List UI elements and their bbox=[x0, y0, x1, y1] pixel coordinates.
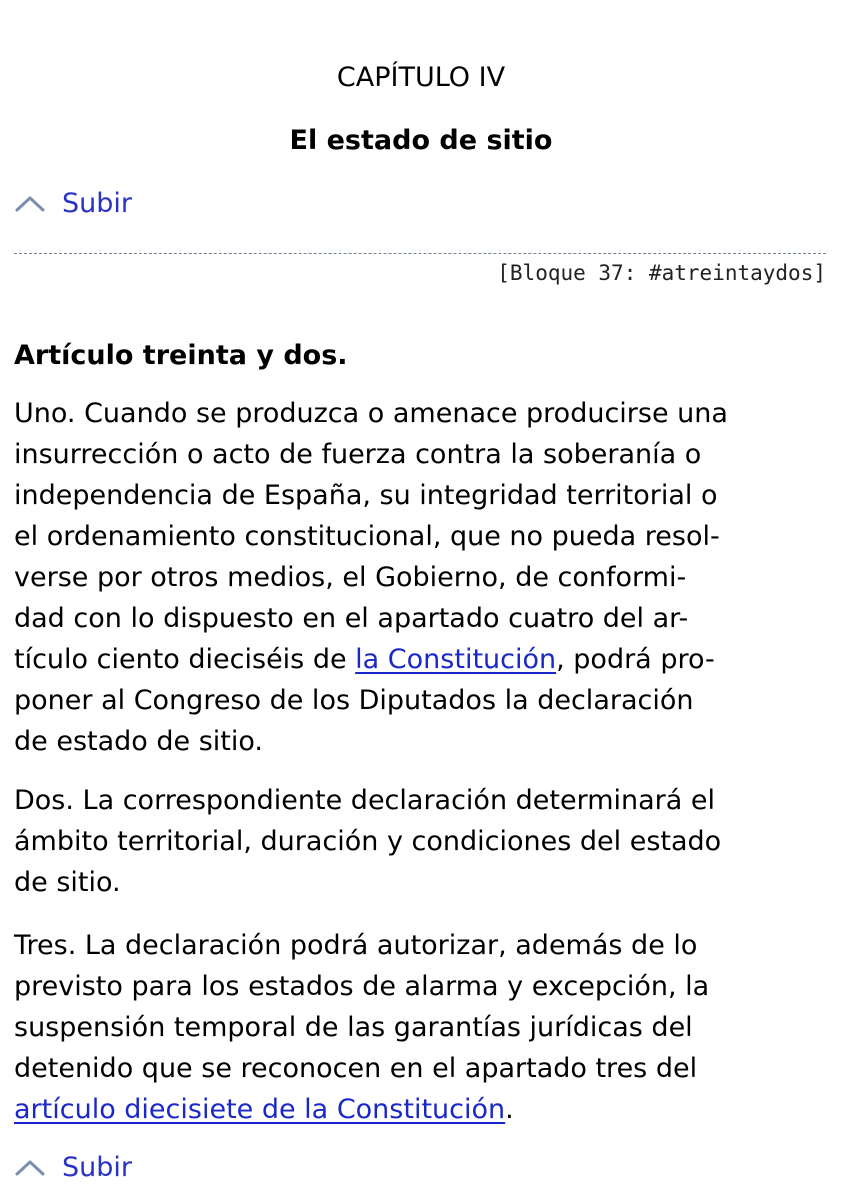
chevron-up-icon bbox=[14, 192, 46, 216]
paragraph-line bbox=[14, 1089, 826, 1130]
constitution-link[interactable]: la Constitución bbox=[355, 644, 557, 675]
chapter-title: CAPÍTULO IV bbox=[336, 62, 506, 93]
paragraph-line bbox=[14, 639, 826, 680]
article-paragraph-uno bbox=[14, 393, 826, 762]
paragraph-line: Dos. La correspondiente declaración determinará el bbox=[14, 785, 716, 816]
paragraph-line: verse por otros medios, el Gobierno, de conformi- bbox=[14, 562, 687, 593]
paragraph-line: Tres. La declaración podrá autorizar, además de lo bbox=[14, 930, 698, 961]
paragraph-line: insurrección o acto de fuerza contra la soberanía o bbox=[14, 439, 702, 470]
paragraph-line: previsto para los estados de alarma y excepción, la bbox=[14, 971, 710, 1002]
section-title: El estado de sitio bbox=[289, 125, 553, 156]
paragraph-line: independencia de España, su integridad territorial o bbox=[14, 480, 718, 511]
paragraph-line: ámbito territorial, duración y condiciones del estado bbox=[14, 826, 722, 857]
chevron-up-icon bbox=[14, 1156, 46, 1180]
paragraph-text: . bbox=[505, 1094, 514, 1125]
go-up-label: Subir bbox=[62, 1152, 132, 1183]
block-reference: [Bloque 37: #atreintaydos] bbox=[497, 261, 826, 285]
paragraph-line: dad con lo dispuesto en el apartado cuatro del ar- bbox=[14, 603, 689, 634]
article-paragraph-tres bbox=[14, 925, 826, 1130]
paragraph-line: Uno. Cuando se produzca o amenace producirse una bbox=[14, 398, 728, 429]
paragraph-text: , podrá pro- bbox=[556, 644, 715, 675]
paragraph-line: detenido que se reconocen en el apartado tres del bbox=[14, 1053, 698, 1084]
article-paragraph-dos bbox=[14, 780, 826, 903]
paragraph-text: tículo ciento dieciséis de bbox=[14, 644, 356, 675]
paragraph-line: el ordenamiento constitucional, que no pueda resol- bbox=[14, 521, 720, 552]
article-17-constitution-link[interactable]: artículo diecisiete de la Constitución bbox=[14, 1094, 506, 1125]
paragraph-line: de estado de sitio. bbox=[14, 726, 263, 757]
go-up-link-bottom[interactable] bbox=[14, 1148, 132, 1188]
go-up-label: Subir bbox=[62, 188, 132, 219]
article-heading: Artículo treinta y dos. bbox=[14, 340, 348, 371]
paragraph-line: suspensión temporal de las garantías jurídicas del bbox=[14, 1012, 693, 1043]
block-divider bbox=[14, 253, 826, 254]
paragraph-line: de sitio. bbox=[14, 867, 121, 898]
paragraph-line: poner al Congreso de los Diputados la declaración bbox=[14, 685, 694, 716]
go-up-link-top[interactable] bbox=[14, 184, 132, 224]
